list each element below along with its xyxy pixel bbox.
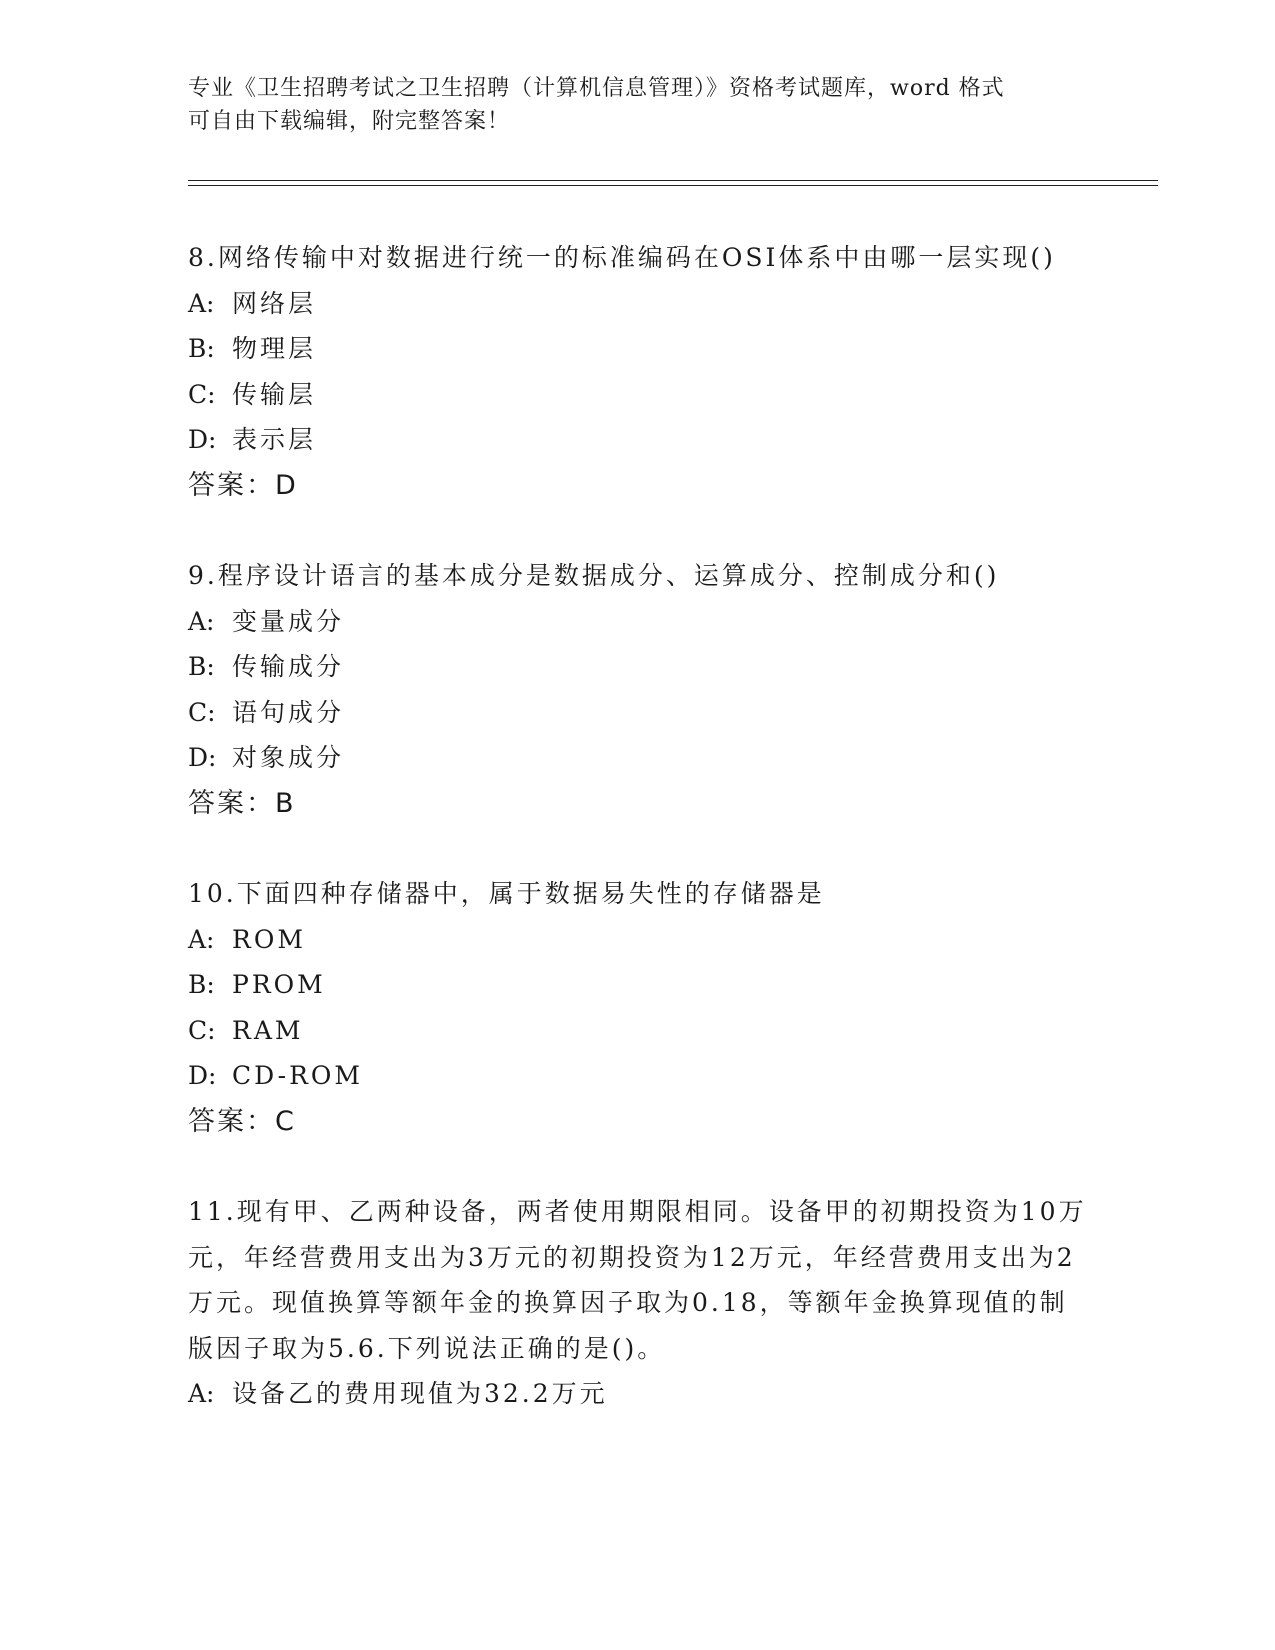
answer-label: 答案： <box>188 787 275 819</box>
question-10 <box>188 871 1088 1144</box>
option-letter: D: <box>188 1061 217 1090</box>
header-rule-bottom <box>188 185 1158 186</box>
question-11 <box>188 1189 1088 1417</box>
option-text: CD-ROM <box>232 1061 364 1090</box>
question-list <box>188 235 1088 1462</box>
option-letter: B: <box>188 652 215 681</box>
answer-label: 答案： <box>188 469 275 501</box>
option-letter: A: <box>188 1379 215 1408</box>
option-letter: B: <box>188 970 215 999</box>
option-text: ROM <box>232 924 306 954</box>
option-letter: B: <box>188 334 215 363</box>
option-d <box>188 417 1088 463</box>
option-text: 传输成分 <box>232 652 345 681</box>
option-letter: D: <box>188 425 217 454</box>
answer-value: C <box>275 1105 295 1137</box>
option-c <box>188 690 1088 736</box>
question-text: 10.下面四种存储器中，属于数据易失性的存储器是 <box>188 879 825 908</box>
option-d <box>188 735 1088 781</box>
answer-value: D <box>275 469 297 501</box>
answer-label: 答案： <box>188 1105 275 1137</box>
option-letter: C: <box>188 697 216 727</box>
question-text: 8.网络传输中对数据进行统一的标准编码在OSI体系中由哪一层实现() <box>188 243 1056 272</box>
option-a <box>188 1371 1088 1417</box>
option-text: 设备乙的费用现值为32.2万元 <box>232 1379 608 1408</box>
option-b <box>188 962 1088 1008</box>
option-b <box>188 326 1088 372</box>
option-letter: A: <box>188 924 215 954</box>
answer-line <box>188 1099 1088 1145</box>
question-9 <box>188 553 1088 826</box>
answer-line <box>188 463 1088 509</box>
answer-value: B <box>275 787 295 819</box>
option-a <box>188 917 1088 963</box>
option-letter: A: <box>188 288 215 318</box>
option-text: 物理层 <box>232 334 317 363</box>
option-letter: C: <box>188 1015 216 1045</box>
option-letter: C: <box>188 379 216 409</box>
question-text: 11.现有甲、乙两种设备，两者使用期限相同。设备甲的初期投资为10万元，年经营费用支出为3万元的初期投资为12万元，年经营费用支出为2万元。现值换算等额年金的换算因子取为0.18，等额年金换算现值的制版因子取为5.6.下列说法正确的是()。 <box>188 1197 1087 1363</box>
option-text: 网络层 <box>232 288 317 318</box>
option-a <box>188 281 1088 327</box>
option-a <box>188 599 1088 645</box>
document-header <box>188 72 1088 138</box>
option-text: 语句成分 <box>232 697 345 727</box>
header-line-1: 专业《卫生招聘考试之卫生招聘（计算机信息管理）》资格考试题库，word 格式 <box>188 76 1005 101</box>
header-line-2: 可自由下载编辑，附完整答案！ <box>188 109 511 134</box>
answer-line <box>188 781 1088 827</box>
option-text: RAM <box>232 1015 304 1045</box>
question-text: 9.程序设计语言的基本成分是数据成分、运算成分、控制成分和() <box>188 561 1000 590</box>
option-d <box>188 1053 1088 1099</box>
option-letter: A: <box>188 606 215 636</box>
question-8 <box>188 235 1088 508</box>
option-text: 传输层 <box>232 379 317 409</box>
option-c <box>188 1008 1088 1054</box>
option-text: 对象成分 <box>232 743 345 772</box>
option-text: PROM <box>232 970 326 999</box>
option-c <box>188 372 1088 418</box>
option-letter: D: <box>188 743 217 772</box>
header-rule-top <box>188 180 1158 181</box>
option-text: 变量成分 <box>232 606 345 636</box>
option-text: 表示层 <box>232 425 317 454</box>
option-b <box>188 644 1088 690</box>
